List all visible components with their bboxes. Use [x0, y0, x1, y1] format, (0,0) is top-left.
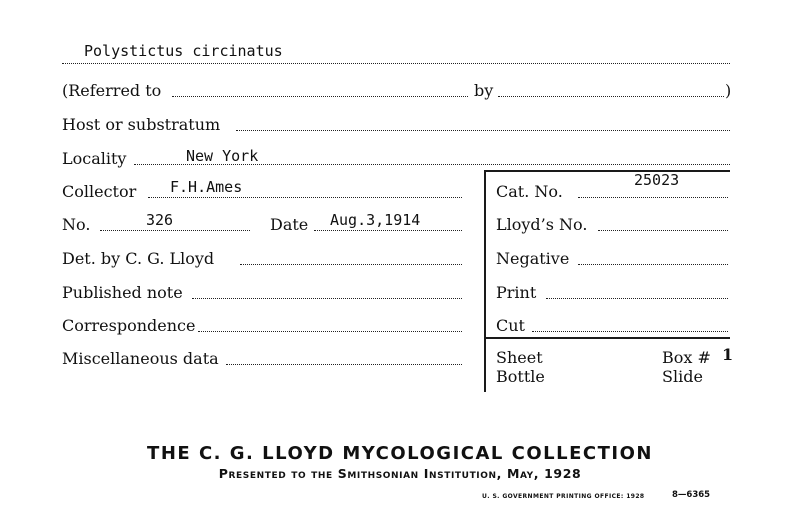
date-line [314, 230, 462, 231]
box-number-value: 1 [722, 345, 734, 364]
number-label: No. [62, 215, 91, 234]
collector-value: F.H.Ames [170, 178, 243, 196]
cut-line [532, 331, 728, 332]
collection-title: THE C. G. LLOYD MYCOLOGICAL COLLECTION [147, 443, 653, 464]
sheet-label: Sheet [496, 348, 543, 367]
species-name: Polystictus circinatus [84, 42, 283, 60]
number-line [100, 230, 250, 231]
date-label: Date [270, 215, 309, 234]
host-label: Host or substratum [62, 115, 221, 134]
referred-close-paren: ) [725, 81, 732, 100]
collector-label: Collector [62, 182, 137, 201]
form-code: 8—6365 [672, 490, 711, 500]
published-note-line [192, 298, 462, 299]
cut-label: Cut [496, 316, 525, 335]
print-line [546, 298, 728, 299]
number-value: 326 [146, 211, 174, 229]
catalog-number-label: Cat. No. [496, 182, 563, 201]
collection-subtitle: Presented to the Smithsonian Institution, May, 1928 [218, 466, 582, 481]
print-label: Print [496, 283, 537, 302]
catalog-number-line [578, 197, 728, 198]
bottle-label: Bottle [496, 367, 545, 386]
catalog-number-value: 25023 [634, 171, 680, 189]
determined-by-line [240, 264, 462, 265]
host-line [236, 130, 730, 131]
referred-by-label: by [474, 81, 494, 100]
miscellaneous-label: Miscellaneous data [62, 349, 219, 368]
negative-line [578, 264, 728, 265]
correspondence-line [198, 331, 462, 332]
lloyds-number-label: Lloyd’s No. [496, 215, 588, 234]
catalog-box-left [484, 170, 486, 392]
referred-to-line [172, 96, 468, 97]
miscellaneous-line [226, 364, 462, 365]
species-line [62, 63, 730, 64]
date-value: Aug.3,1914 [330, 211, 421, 229]
lloyds-number-line [598, 230, 728, 231]
locality-label: Locality [62, 149, 127, 168]
locality-value: New York [186, 147, 259, 165]
catalog-box-top [484, 170, 730, 172]
referred-to-label: (Referred to [62, 81, 162, 100]
determined-by-label: Det. by C. G. Lloyd [62, 249, 215, 268]
collector-line [148, 197, 462, 198]
published-note-label: Published note [62, 283, 183, 302]
referred-by-line [498, 96, 724, 97]
negative-label: Negative [496, 249, 570, 268]
correspondence-label: Correspondence [62, 316, 196, 335]
catalog-box-divider [484, 337, 730, 339]
printer-imprint: U. S. GOVERNMENT PRINTING OFFICE: 1928 [482, 493, 645, 500]
box-number-label: Box # [662, 348, 711, 367]
slide-label: Slide [662, 367, 703, 386]
